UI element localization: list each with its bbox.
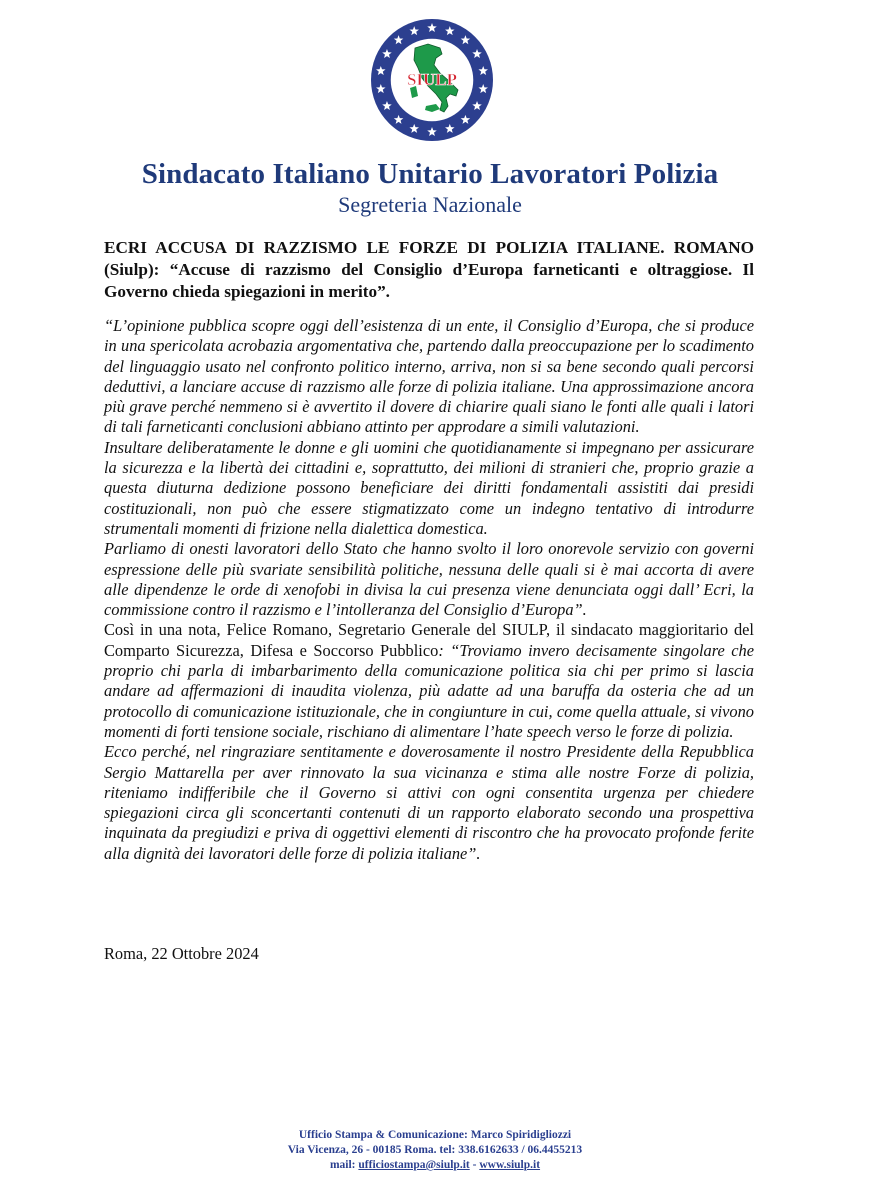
siulp-logo — [370, 18, 494, 142]
org-name: Sindacato Italiano Unitario Lavoratori Polizia — [141, 158, 719, 190]
body-paragraph: “L’opinione pubblica scopre oggi dell’esistenza di un ente, il Consiglio d’Europa, che si produce in una spericolata acrobazia argomentativa che, partendo dalla preoccupazione per lo scadimento del linguaggio usato nel confronto politico interno, arriva, non si sa bene secondo quali percorsi deduttivi, a lanciare accuse di razzismo alle forze di polizia italiane. Una approssimazione ancora più grave perché nemmeno si è avvertito il dovere di chiarire quali siano le fonti alle quali i latori di tali farneticanti conclusioni abbiano attinto per approdare a simili valutazioni. — [104, 316, 754, 437]
footer-mail-line: mail: ufficiostampa@siulp.it - www.siulp.it — [329, 1159, 541, 1171]
logo-text: SIULP — [406, 70, 458, 89]
website-link[interactable]: www.siulp.it — [479, 1159, 541, 1171]
body-paragraph: Così in una nota, Felice Romano, Segretario Generale del SIULP, il sindacato maggioritario del Comparto Sicurezza, Difesa e Soccorso Pubblico: “Troviamo invero decisamente singolare che proprio chi parla di imbarbarimento della comunicazione politica sia chi per primo si lascia andare ad affermazioni di inaudita violenza, più adatte ad una baruffa da osteria che ad un protocollo di comunicazione istituzionale, che in congiunture in cui, come quella attuale, si vivono momenti di forti tensione sociale, rischiano di alimentare l’hate speech verso le forze di polizia. — [104, 620, 754, 741]
press-release-body — [104, 316, 754, 864]
footer-office: Ufficio Stampa & Comunicazione: Marco Spiridigliozzi — [298, 1129, 572, 1141]
body-paragraph: Insultare deliberatamente le donne e gli uomini che quotidianamente si impegnano per assicurare la sicurezza e la libertà dei cittadini e, soprattutto, dei milioni di stranieri che, proprio grazie a questa diuturna dedizione possono beneficiare dei diritti fondamentali assistiti dai presidi costituzionali, non può che essere stigmatizzato come un indegno tentativo di introdurre strumentali momenti di frizione nella dialettica domestica. — [104, 437, 754, 538]
email-link[interactable]: ufficiostampa@siulp.it — [358, 1159, 470, 1171]
footer-address: Via Vicenza, 26 - 00185 Roma. tel: 338.6162633 / 06.4455213 — [287, 1144, 583, 1156]
body-paragraph: Parliamo di onesti lavoratori dello Stato che hanno svolto il loro onorevole servizio con governi espressione delle più svariate sensibilità politiche, nessuna delle quali si è mai accorta di avere alle dipendenze le orde di xenofobi in divisa la cui presenza viene denunciata oggi dall’ Ecri, la commissione contro il razzismo e l’intolleranza del Consiglio d’Europa”. — [104, 539, 754, 620]
org-subtitle: Segreteria Nazionale — [338, 192, 522, 217]
dateline: Roma, 22 Ottobre 2024 — [104, 944, 259, 963]
body-paragraph: Ecco perché, nel ringraziare sentitamente e doverosamente il nostro Presidente della Repubblica Sergio Mattarella per aver rinnovato la sua vicinanza e stima alle nostre Forze di polizia, riteniamo indifferibile che il Governo si attivi con ogni consentita urgenza per chiedere spiegazioni circa gli sconcertanti contenuti di un rapporto elaborato secondo una prospettiva inquinata da pregiudizi e priva di oggettivi elementi di riscontro che ha provocato profonde ferite alla dignità dei lavoratori delle forze di polizia italiane”. — [104, 742, 754, 863]
footer-contacts — [0, 1128, 870, 1173]
press-release-headline: ECRI ACCUSA DI RAZZISMO LE FORZE DI POLIZIA ITALIANE. ROMANO (Siulp): “Accuse di razzismo del Consiglio d’Europa farneticanti e oltraggiose. Il Governo chieda spiegazioni in merito”. — [104, 238, 754, 301]
